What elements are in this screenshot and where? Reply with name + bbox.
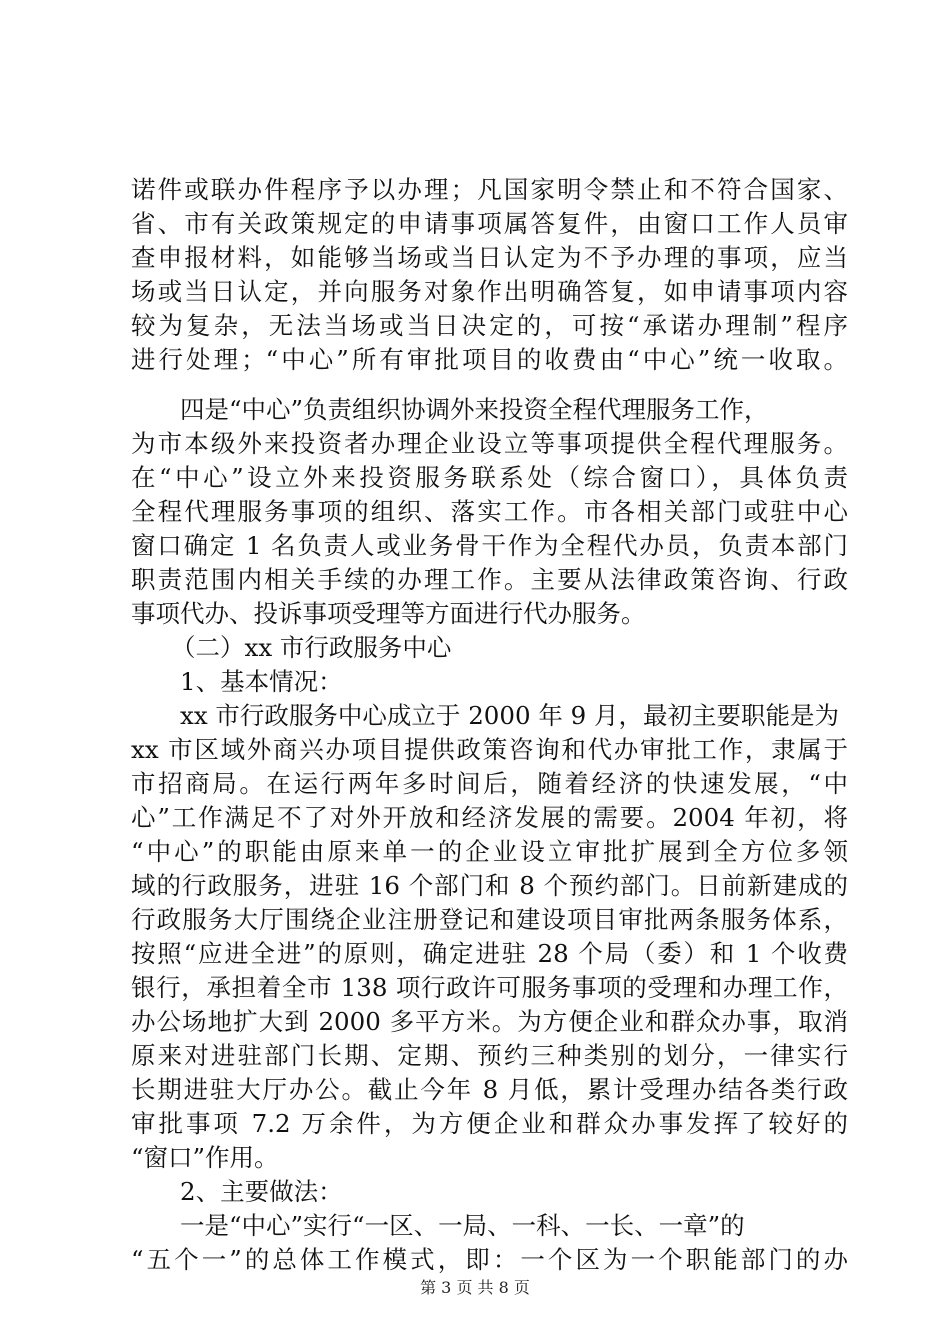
body-line: 心”工作满足不了对外开放和经济发展的需要。2004 年初，将 — [131, 803, 848, 832]
body-line: 市招商局。在运行两年多时间后，随着经济的快速发展，“中 — [131, 769, 848, 798]
section-heading: （二）xx 市行政服务中心 — [171, 633, 452, 662]
paragraph-start-line: xx 市行政服务中心成立于 2000 年 9 月，最初主要职能是为 — [180, 701, 840, 730]
body-line: 职责范围内相关手续的办理工作。主要从法律政策咨询、行政 — [131, 565, 848, 594]
body-line: 按照“应进全进”的原则，确定进驻 28 个局（委）和 1 个收费 — [131, 939, 848, 968]
body-line: 诺件或联办件程序予以办理；凡国家明令禁止和不符合国家、 — [131, 175, 848, 204]
body-line: 省、市有关政策规定的申请事项属答复件，由窗口工作人员审 — [131, 209, 848, 238]
body-line: 办公场地扩大到 2000 多平方米。为方便企业和群众办事，取消 — [131, 1007, 848, 1036]
body-line: xx 市区域外商兴办项目提供政策咨询和代办审批工作，隶属于 — [131, 735, 848, 764]
body-line: 事项代办、投诉事项受理等方面进行代办服务。 — [131, 599, 646, 628]
body-line: “窗口”作用。 — [131, 1143, 279, 1172]
body-line: 全程代理服务事项的组织、落实工作。市各相关部门或驻中心 — [131, 497, 848, 526]
body-line: 长期进驻大厅办公。截止今年 8 月低，累计受理办结各类行政 — [131, 1075, 848, 1104]
body-line: 场或当日认定，并向服务对象作出明确答复，如申请事项内容 — [131, 277, 848, 306]
body-line: 审批事项 7.2 万余件，为方便企业和群众办事发挥了较好的 — [131, 1109, 848, 1138]
body-line: “五个一”的总体工作模式，即：一个区为一个职能部门的办 — [131, 1245, 848, 1274]
body-line: 查申报材料，如能够当场或当日认定为不予办理的事项，应当 — [131, 243, 848, 272]
paragraph-start-line: 四是“中心”负责组织协调外来投资全程代理服务工作， — [180, 395, 769, 424]
body-line: 较为复杂，无法当场或当日决定的，可按“承诺办理制”程序 — [131, 311, 848, 340]
body-line: 域的行政服务，进驻 16 个部门和 8 个预约部门。日前新建成的 — [131, 871, 848, 900]
body-line: 进行处理；“中心”所有审批项目的收费由“中心”统一收取。 — [131, 345, 848, 374]
body-line: 行政服务大厅围绕企业注册登记和建设项目审批两条服务体系， — [131, 905, 848, 934]
paragraph-start-line: 一是“中心”实行“一区、一局、一科、一长、一章”的 — [180, 1211, 745, 1240]
body-line: 在“中心”设立外来投资服务联系处（综合窗口），具体负责 — [131, 463, 848, 492]
body-line: 为市本级外来投资者办理企业设立等事项提供全程代理服务。 — [131, 429, 848, 458]
page-footer: 第 3 页 共 8 页 — [420, 1278, 530, 1297]
subsection-heading: 1、基本情况： — [180, 667, 343, 696]
body-line: 窗口确定 1 名负责人或业务骨干作为全程代办员，负责本部门 — [131, 531, 848, 560]
body-line: 原来对进驻部门长期、定期、预约三种类别的划分，一律实行 — [131, 1041, 848, 1070]
body-line: 银行，承担着全市 138 项行政许可服务事项的受理和办理工作， — [131, 973, 848, 1002]
body-line: “中心”的职能由原来单一的企业设立审批扩展到全方位多领 — [131, 837, 848, 866]
subsection-heading: 2、主要做法： — [180, 1177, 343, 1206]
